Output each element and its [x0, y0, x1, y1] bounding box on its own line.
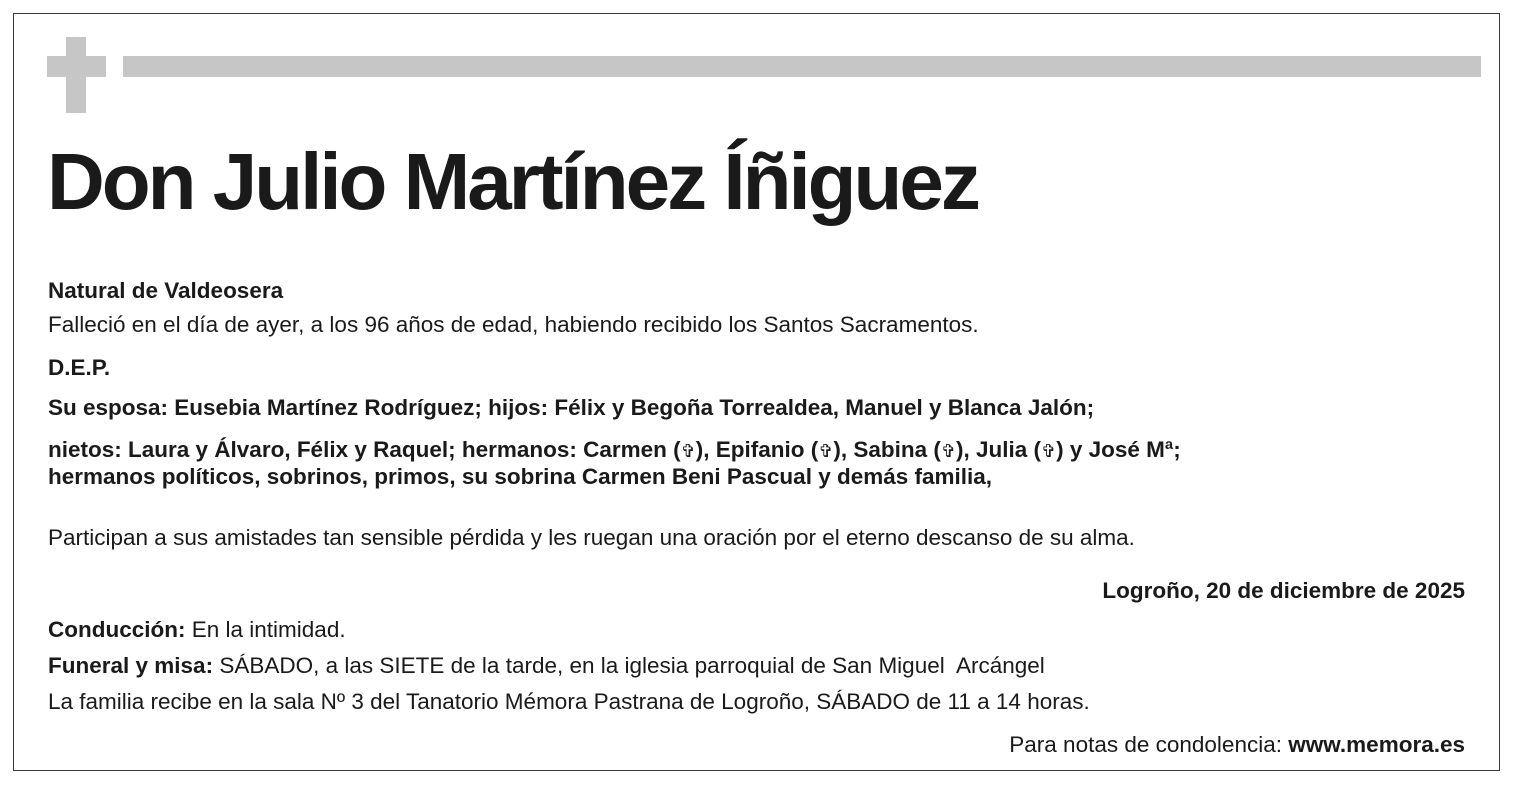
funeral-value: SÁBADO, a las SIETE de la tarde, en la iglesia parroquial de San Miguel Arcángel [219, 653, 1045, 678]
family-line-2-suffix: ) y José Mª; [1056, 437, 1181, 462]
death-notice: Falleció en el día de ayer, a los 96 años de edad, habiendo recibido los Santos Sacramentos. [48, 312, 979, 337]
wake-line: La familia recibe en la sala Nº 3 del Tanatorio Mémora Pastrana de Logroño, SÁBADO de 11 a 14 horas. [48, 689, 1090, 714]
condolences-label: Para notas de condolencia: [1009, 732, 1282, 757]
cross-horizontal-bar [47, 56, 106, 77]
procession-label: Conducción: [48, 617, 186, 642]
procession-line [48, 616, 346, 643]
dep-line: D.E.P. [48, 355, 111, 380]
family-line-2 [48, 436, 1181, 463]
condolences-link[interactable]: www.memora.es [1288, 732, 1465, 757]
family-line-1: Su esposa: Eusebia Martínez Rodríguez; hijos: Félix y Begoña Torrealdea, Manuel y Blanca Jalón; [48, 395, 1095, 420]
header-rule [123, 56, 1481, 77]
funeral-label: Funeral y misa: [48, 653, 214, 678]
condolences-line [1009, 731, 1465, 758]
family-line-2-part2: ), Epifanio ( [695, 437, 819, 462]
family-line-3: hermanos políticos, sobrinos, primos, su sobrina Carmen Beni Pascual y demás familia, [48, 464, 993, 489]
deceased-cross-icon: ✞ [940, 441, 956, 462]
deceased-cross-icon: ✞ [680, 441, 696, 462]
deceased-cross-icon: ✞ [1040, 441, 1057, 462]
family-line-2-part4: ), Julia ( [955, 437, 1041, 462]
announcement: Participan a sus amistades tan sensible pérdida y les ruegan una oración por el eterno descanso de su alma. [48, 525, 1135, 550]
origin-line: Natural de Valdeosera [48, 278, 284, 303]
family-line-2-part3: ), Sabina ( [833, 437, 941, 462]
place-date: Logroño, 20 de diciembre de 2025 [1102, 578, 1465, 603]
procession-value: En la intimidad. [191, 617, 346, 642]
family-line-2-prefix: nietos: Laura y Álvaro, Félix y Raquel; hermanos: Carmen ( [48, 437, 681, 462]
deceased-cross-icon: ✞ [818, 441, 834, 462]
deceased-name: Don Julio Martínez Íñiguez [47, 137, 978, 226]
funeral-line [48, 652, 1045, 679]
